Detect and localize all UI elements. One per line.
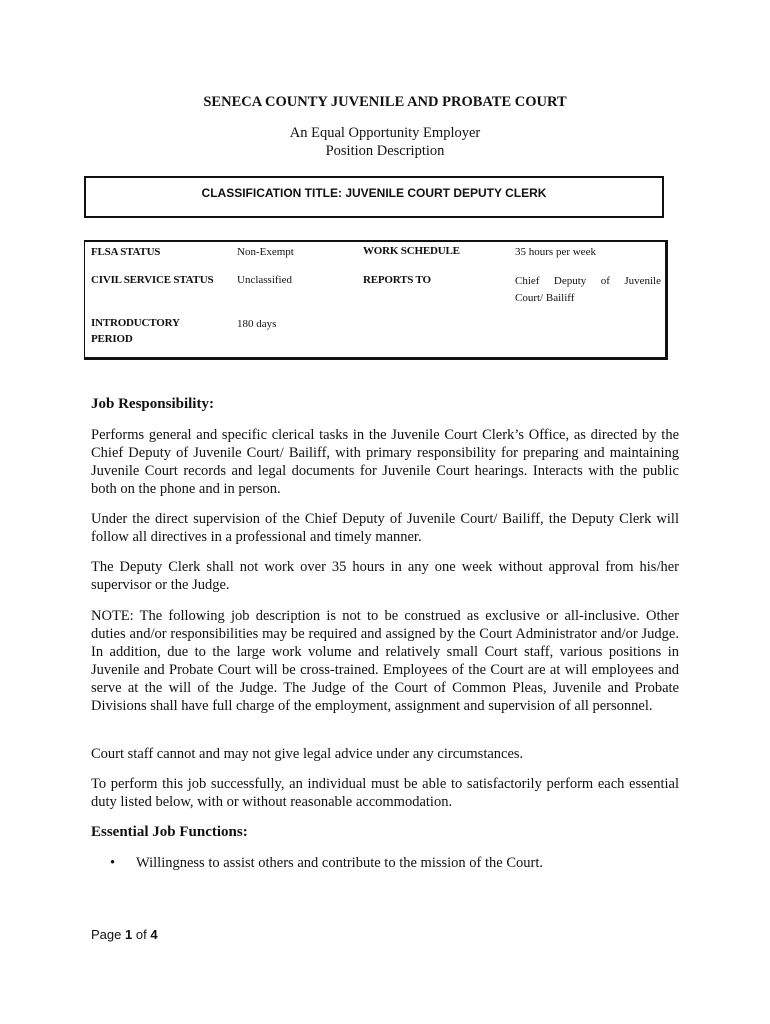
page-number: 1 <box>125 927 133 942</box>
reports-to-label: REPORTS TO <box>363 274 431 286</box>
essential-functions-heading: Essential Job Functions: <box>91 824 248 840</box>
flsa-label: FLSA STATUS <box>91 246 161 258</box>
paragraph-note: NOTE: The following job description is not to be construed as exclusive or all-inclusive. Other duties and/or responsibilities may be required and assigned by the Court Administrator and/or Judge. In addition, due to the large work volume and relatively small Court staff, various positions in Juvenile and Probate Court will be cross-trained. Employees of the Court are at will employees and serve at the will of the Judge. The Judge of the Court of Common Pleas, Juvenile and Probate Divisions shall have full charge of the employment, assignment and supervision of all personnel. <box>91 608 679 714</box>
civil-service-value: Unclassified <box>237 274 292 286</box>
flsa-value: Non-Exempt <box>237 246 294 258</box>
classification-box <box>84 176 664 218</box>
intro-period-label-2: PERIOD <box>91 333 133 345</box>
civil-service-label: CIVIL SERVICE STATUS <box>91 274 214 286</box>
list-item: Willingness to assist others and contribute to the mission of the Court. <box>136 855 543 871</box>
intro-period-label-1: INTRODUCTORY <box>91 317 180 329</box>
page-total: 4 <box>150 927 158 942</box>
paragraph-legal-advice: Court staff cannot and may not give legal advice under any circumstances. <box>91 746 524 762</box>
bullet-icon: • <box>110 855 116 871</box>
job-responsibility-heading: Job Responsibility: <box>91 396 214 412</box>
classification-title: CLASSIFICATION TITLE: JUVENILE COURT DEPUTY CLERK <box>201 186 547 200</box>
schedule-value: 35 hours per week <box>515 246 596 258</box>
page-indicator <box>91 927 158 942</box>
paragraph-accommodation: To perform this job successfully, an individual must be able to satisfactorily perform each essential duty listed below, with or without reasonable accommodation. <box>91 776 679 810</box>
of-word: of <box>135 927 147 942</box>
reports-to-value <box>515 273 661 307</box>
page-word: Page <box>91 927 122 942</box>
employer-line: An Equal Opportunity Employer <box>289 125 481 141</box>
paragraph-responsibilities: Performs general and specific clerical tasks in the Juvenile Court Clerk’s Office, as directed by the Chief Deputy of Juvenile Court/ Bailiff, with primary responsibility for preparing and maintaining Juvenile Court records and legal documents for Juvenile Court hearings. Interacts with the public both on the phone and in person. <box>91 427 679 497</box>
reports-to-line2: Court/ Bailiff <box>515 292 575 304</box>
reports-to-line1: Chief Deputy of Juvenile <box>515 275 661 287</box>
document-title: SENECA COUNTY JUVENILE AND PROBATE COURT <box>203 94 567 110</box>
doc-type-line: Position Description <box>325 143 445 159</box>
paragraph-hours: The Deputy Clerk shall not work over 35 hours in any one week without approval from his/her supervisor or the Judge. <box>91 559 679 593</box>
schedule-label: WORK SCHEDULE <box>363 245 460 257</box>
intro-period-value: 180 days <box>237 318 277 330</box>
paragraph-supervision: Under the direct supervision of the Chief Deputy of Juvenile Court/ Bailiff, the Deputy Clerk will follow all directives in a professional and timely manner. <box>91 511 679 545</box>
